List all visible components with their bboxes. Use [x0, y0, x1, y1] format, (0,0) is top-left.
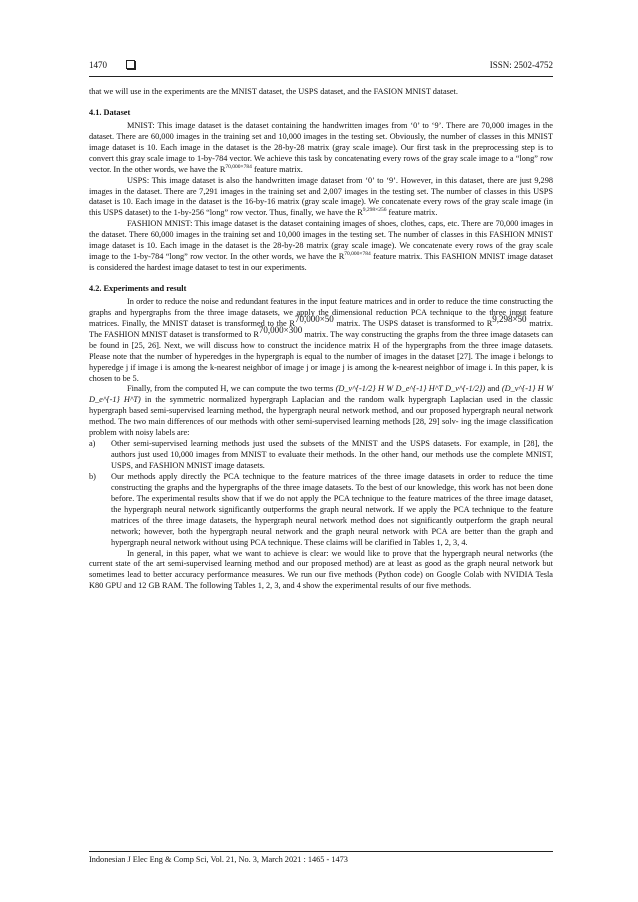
intro-paragraph: that we will use in the experiments are the MNIST dataset, the USPS dataset, and the FASION MNIST dataset. — [89, 87, 458, 96]
running-footer: Indonesian J Elec Eng & Comp Sci, Vol. 21, No. 3, March 2021 : 1465 - 1473 — [89, 855, 348, 864]
list-item: b) Our methods apply directly the PCA technique to the feature matrices of the three image datasets in order to reduce the time constructing the graphs and the hypergraphs of the three image datasets. To the best of our knowledge, this work has not been done before. The experimental results show that if we do not apply the PCA technique to the feature matrices of the three image dataset, the hypergraph neural network significantly outperforms the graph neural network. If we apply the PCA technique to the feature matrices of the three image datasets, the hypergraph neural network method does not significantly outperform the graph neural network; however, both the hypergraph neural network and the graph neural network with PCA are better than the graph and hypergraph neural network without using PCA technique. These claims will be clarified in Tables 1, 2, 3, 4. — [89, 471, 553, 547]
conclusion-paragraph: In general, in this paper, what we want to achieve is clear: we would like to prove that the hypergraph neural networks (the current state of the art semi-supervised learning method and our proposed method) are at least as good as the graph neural network but sometimes lead to better accuracy performance measures. We run our five methods (Python code) on Google Colab with NVIDIA Tesla K80 GPU and 12 GB RAM. The following Tables 1, 2, 3, and 4 show the experimental results of our five methods. — [89, 548, 553, 591]
page-number: 1470 — [89, 60, 107, 70]
pca-paragraph: In order to reduce the noise and redundant features in the input feature matrices and in order to reduce the time constructing the graphs and hypergraphs from the three image datasets, we apply the dimensional reduction PCA technique to the three input feature matrices. Finally, the MNIST dataset is transformed to the $R^{70,000\times 50}$ matrix. The USPS dataset is transformed to $R^{9,298\times 50}$ matrix. The FASHION MNIST dataset is transformed to $R^{70,000\times 300}$ matrix. The way constructing the graphs from the three image datasets can be found in [25, 26]. Next, we will discuss how to construct the incidence matrix H of the hypergraphs from the three image datasets. Please note that the number of hyperedges in the hypergraph is equal to the number of images in the dataset [27]. The image i belongs to hyperedge j if image i is among the k-nearest neighbor of image j or image j is among the k-nearest neighbor of image i. In this paper, k is chosen to be 5. — [89, 296, 553, 383]
fashion-paragraph: FASHION MNIST: This image dataset is the dataset containing images of shoes, clothes, caps, etc. There are 70,000 images in the dataset. There 60,000 images in the training set and 10,000 images in the testing set. The number of classes in this FASHION MNIST image dataset is 10. Each image in the dataset is the 28-by-28 matrix (gray scale image). We concatenate every rows of the gray scale image to the 1-by-784 “long” row vector. In the other words, we have the $R^{70,000\times 784}$ feature matrix. This FASHION MNIST image dataset is considered the hardest image dataset to test in our experiments. — [89, 219, 554, 273]
mnist-paragraph: MNIST: This image dataset is the dataset containing the handwritten images from ‘0’ to ‘9’. There are 70,000 images in the dataset. There are 60,000 images in the training set and 10,000 images in the testing set. Obviously, the number of classes in this MNIST image dataset is 10. Each image in the dataset is the 28-by-28 matrix (gray scale image). Our first task in the preprocessing step is to convert this gray scale image to 1-by-784 vector. We achieve this task by concatenating every rows of the gray scale image to a “long” row vector. In the other words, we have the $R^{70,000\times 784}$ feature matrix. — [89, 120, 553, 174]
laplacian-paragraph: Finally, from the computed H, we can compute the two terms (D_v^{-1/2} H W D_e^{-1} H^T D_v^{-1/2}) and (D_v^{-1} H W D_e^{-1} H^T) in the symmetric normalized hypergraph Laplacian and the random walk hypergraph Laplacian used in the classic hypergraph based semi-supervised learning method, the hypergraph neural network method, and our proposed hypergraph neural network method. The two main differences of our methods with other semi-supervised learning methods [28, 29] solv- ing the image classification problem with noisy labels are: — [89, 384, 554, 438]
checkbox-glyph-icon — [126, 60, 135, 69]
section-4-2-heading: 4.2. Experiments and result — [89, 284, 187, 293]
usps-paragraph: USPS: This image dataset is also the handwritten image dataset from ‘0’ to ‘9’. However, in this dataset, there are just 9,298 images in the dataset. There are 7,291 images in the training set and 2,007 images in the testing set. The number of classes in this USPS dataset is 10. Each image in the dataset is the 16-by-16 matrix (gray scale image). We concatenate every rows of the gray scale image (in this USPS dataset) to the 1-by-256 “long” row vector. Thus, finally, we have the $R^{9,298\times 256}$ feature matrix. — [89, 175, 553, 218]
random-walk-term: (D_v^{-1} H W D_e^{-1} H^T) — [89, 384, 554, 405]
symmetric-term: (D_v^{-1/2} H W D_e^{-1} H^T D_v^{-1/2}) — [335, 384, 486, 394]
list-item: a) Other semi-supervised learning methods just used the subsets of the MNIST and the USPS datasets. For example, in [28], the authors just used 10,000 images from MNIST to evaluate their methods. In the other hand, our methods use the complete MNIST, USPS, and FASHION MNIST image datasets. — [89, 439, 553, 470]
footer-rule — [89, 851, 553, 852]
differences-list — [89, 439, 553, 548]
issn: ISSN: 2502-4752 — [489, 60, 553, 70]
body-text — [89, 87, 553, 592]
running-header — [89, 58, 553, 76]
section-4-1-heading: 4.1. Dataset — [89, 107, 131, 117]
header-rule — [89, 76, 553, 77]
